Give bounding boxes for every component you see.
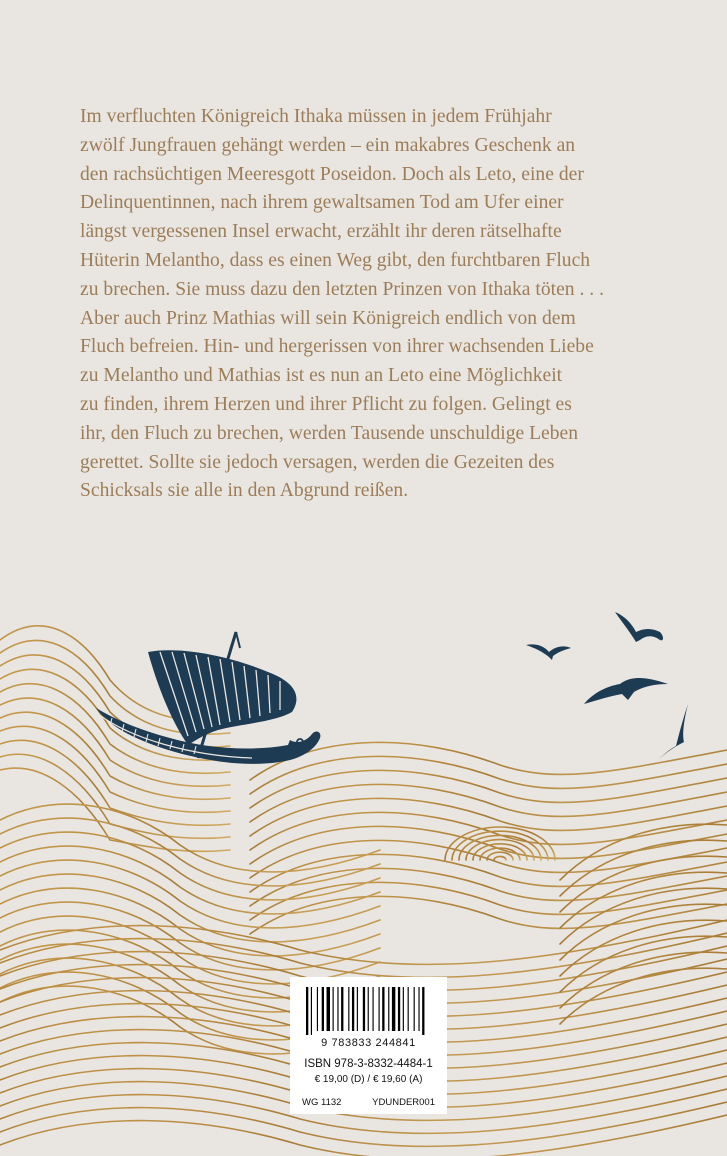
blurb-line: ihr, den Fluch zu brechen, werden Tausende unschuldige Leben — [80, 422, 579, 444]
blurb-line: längst vergessenen Insel erwacht, erzählt ihr deren rätselhafte — [80, 221, 562, 243]
blurb-line: Fluch befreien. Hin- und hergerissen von ihrer wachsenden Liebe — [80, 336, 594, 358]
blurb-line: zu brechen. Sie muss dazu den letzten Prinzen von Ithaka töten . . . — [80, 278, 604, 300]
publisher-code: YDUNDER001 — [372, 1097, 435, 1108]
barcode-digits: 9 783833 244841 — [321, 1037, 416, 1049]
warengruppe-code: WG 1132 — [302, 1097, 342, 1108]
blurb-line: Hüterin Melantho, dass es einen Weg gibt, den furchtbaren Fluch — [80, 249, 591, 271]
blurb-line: Aber auch Prinz Mathias will sein Königreich endlich von dem — [80, 307, 576, 329]
blurb-line: Delinquentinnen, nach ihrem gewaltsamen Tod am Ufer einer — [80, 192, 564, 214]
seagull-icon — [526, 612, 688, 762]
blurb-line: Schicksals sie alle in den Abgrund reißen. — [80, 480, 409, 502]
blurb-line: den rachsüchtigen Meeresgott Poseidon. Doch als Leto, eine der — [80, 163, 584, 185]
barcode-bars — [306, 987, 431, 1035]
price: € 19,00 (D) / € 19,60 (A) — [314, 1074, 423, 1085]
blurb-line: zu finden, ihrem Herzen und ihrer Pflicht zu folgen. Gelingt es — [80, 393, 572, 415]
blurb-line: gerettet. Sollte sie jedoch versagen, werden die Gezeiten des — [80, 451, 555, 473]
blurb-text — [80, 103, 680, 506]
isbn-number: ISBN 978-3-8332-4484-1 — [304, 1058, 433, 1070]
blurb-line: zwölf Jungfrauen gehängt werden – ein makabres Geschenk an — [80, 134, 576, 156]
blurb-line: zu Melantho und Mathias ist es nun an Leto eine Möglichkeit — [80, 365, 563, 387]
blurb-line: Im verfluchten Königreich Ithaka müssen in jedem Frühjahr — [80, 106, 552, 127]
barcode-label — [290, 977, 447, 1114]
